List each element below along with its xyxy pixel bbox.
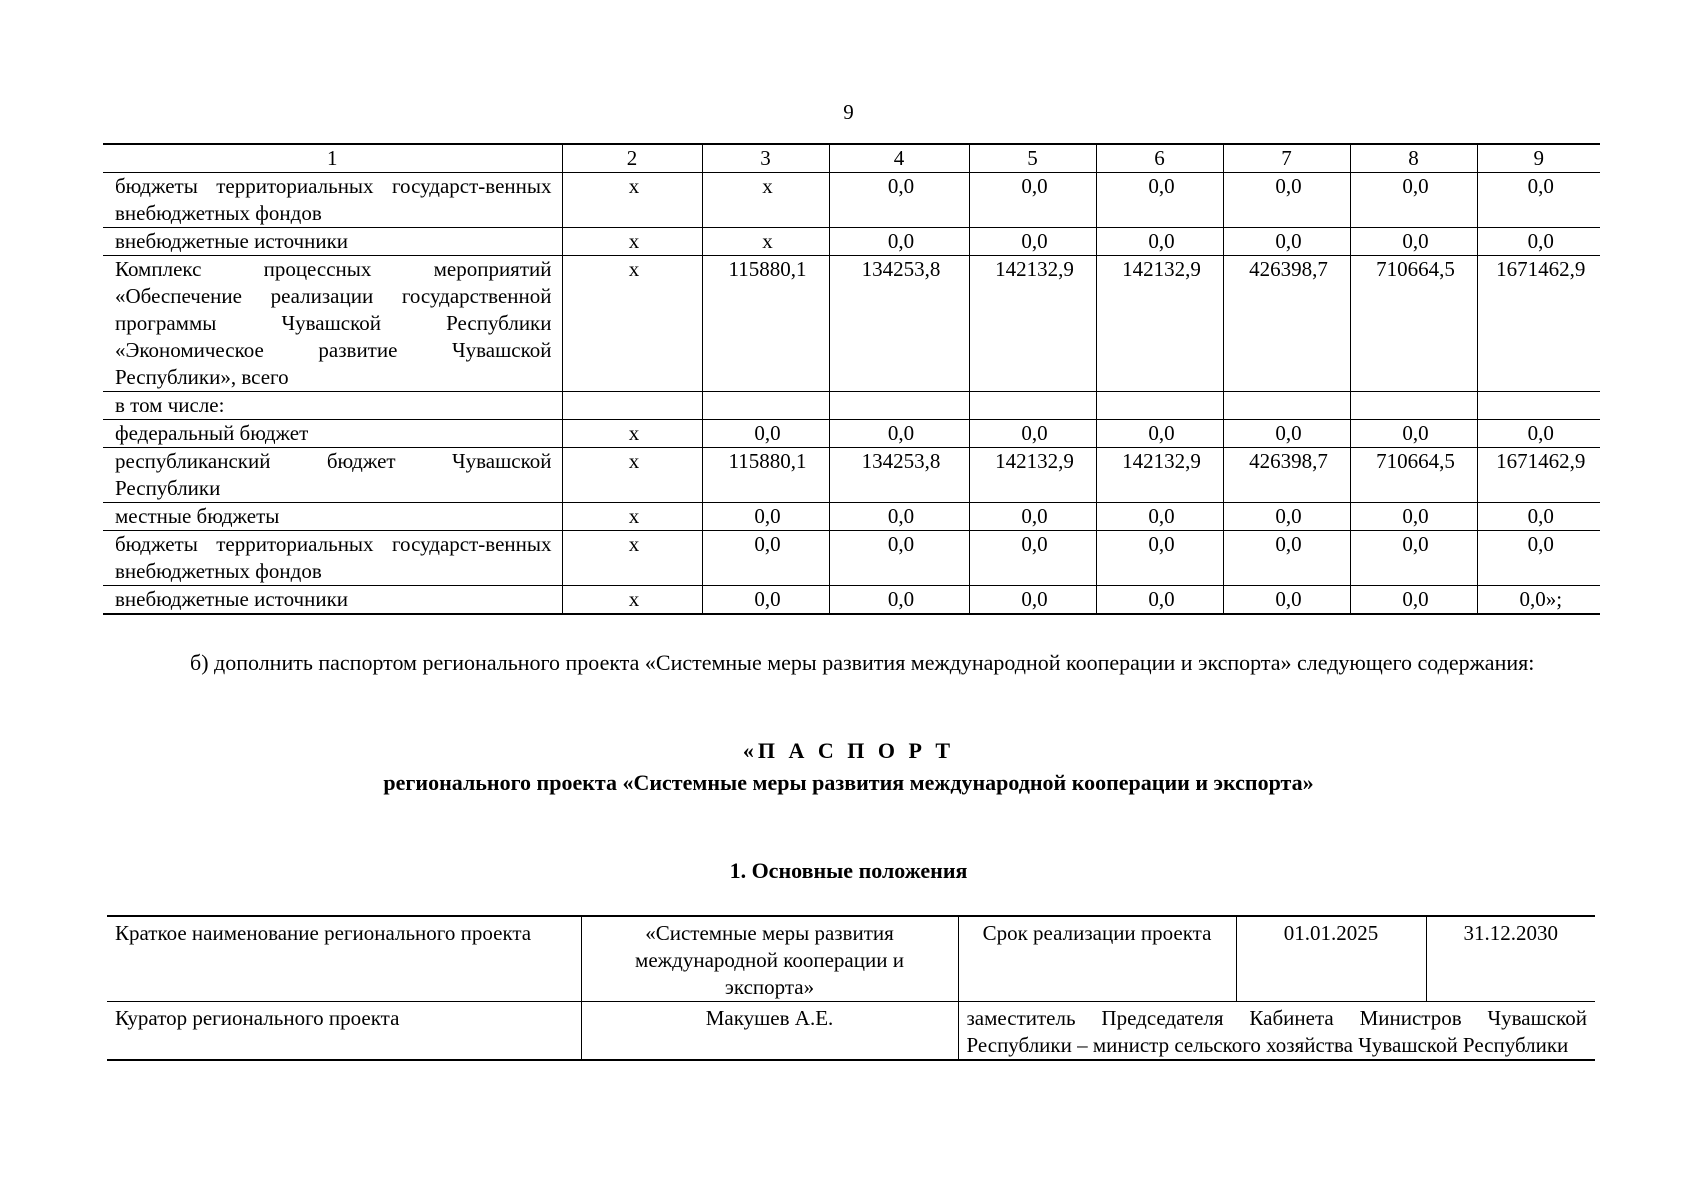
table-cell: 0,0 [1477, 173, 1600, 228]
column-header: 6 [1096, 144, 1223, 173]
passport-title: «П А С П О Р Т [742, 738, 955, 763]
table-cell: 0,0 [1223, 503, 1350, 531]
table-cell: 0,0 [829, 503, 969, 531]
table-cell: 0,0 [1350, 173, 1477, 228]
table-row [107, 916, 1595, 1002]
table-cell: 0,0 [1350, 420, 1477, 448]
table-cell: x [562, 420, 702, 448]
row-label: внебюджетные источники [103, 228, 562, 256]
column-header: 5 [969, 144, 1096, 173]
row-label: в том числе: [103, 392, 562, 420]
table-cell: x [562, 586, 702, 615]
table-cell: 0,0 [1350, 586, 1477, 615]
page-number: 9 [843, 100, 854, 124]
table-cell: 0,0 [1350, 503, 1477, 531]
table-cell: 710664,5 [1350, 448, 1477, 503]
table-row [107, 1002, 1595, 1061]
table-cell: 0,0 [969, 531, 1096, 586]
amendment-paragraph: б) дополнить паспортом регионального проекта «Системные меры развития международной кооперации и экспорта» следующего содержания: [190, 650, 1535, 675]
table-row [103, 420, 1600, 448]
table-cell: 0,0 [1096, 173, 1223, 228]
table-cell: 0,0 [829, 531, 969, 586]
table-cell: 426398,7 [1223, 448, 1350, 503]
table-cell: 1671462,9 [1477, 448, 1600, 503]
row-label: бюджеты территориальных государст-венных внебюджетных фондов [103, 531, 562, 586]
table-cell: 710664,5 [1350, 256, 1477, 392]
table-cell: x [562, 173, 702, 228]
table-cell: 0,0 [829, 173, 969, 228]
table-cell: 134253,8 [829, 256, 969, 392]
table-cell [969, 392, 1096, 420]
term-start: 01.01.2025 [1236, 916, 1426, 1002]
table-cell: x [702, 173, 829, 228]
table-cell: x [562, 256, 702, 392]
table-cell [702, 392, 829, 420]
column-header: 8 [1350, 144, 1477, 173]
table-cell: 0,0 [702, 503, 829, 531]
table-cell: 0,0 [1096, 531, 1223, 586]
table-cell: 0,0 [969, 420, 1096, 448]
row-label: местные бюджеты [103, 503, 562, 531]
table-cell: 142132,9 [1096, 448, 1223, 503]
table-cell: 0,0 [1223, 586, 1350, 615]
column-header: 2 [562, 144, 702, 173]
table-cell: 0,0 [1223, 420, 1350, 448]
table-cell: 142132,9 [1096, 256, 1223, 392]
table-cell [1096, 392, 1223, 420]
table-cell: 0,0 [1477, 503, 1600, 531]
column-header: 4 [829, 144, 969, 173]
finance-table [103, 143, 1600, 615]
table-cell: 115880,1 [702, 256, 829, 392]
passport-table [107, 915, 1595, 1061]
table-cell: 0,0 [1223, 531, 1350, 586]
curator-position: заместитель Председателя Кабинета Министров Чувашской Республики – министр сельского хозяйства Чувашской Республики [958, 1002, 1595, 1061]
table-cell: x [562, 503, 702, 531]
column-header: 9 [1477, 144, 1600, 173]
curator-name: Макушев А.Е. [581, 1002, 958, 1061]
section-title: 1. Основные положения [729, 858, 968, 883]
table-cell: 115880,1 [702, 448, 829, 503]
table-row [103, 531, 1600, 586]
row-label: федеральный бюджет [103, 420, 562, 448]
row-label: республиканский бюджет Чувашской Республики [103, 448, 562, 503]
table-cell: 0,0»; [1477, 586, 1600, 615]
table-cell: 0,0 [702, 586, 829, 615]
table-cell: 0,0 [702, 420, 829, 448]
table-cell: 0,0 [829, 420, 969, 448]
table-cell: 0,0 [1096, 420, 1223, 448]
column-header: 3 [702, 144, 829, 173]
table-cell [829, 392, 969, 420]
table-cell: x [562, 531, 702, 586]
column-header: 7 [1223, 144, 1350, 173]
table-cell: 0,0 [1096, 586, 1223, 615]
table-cell: x [562, 448, 702, 503]
table-cell: 0,0 [969, 503, 1096, 531]
curator-label: Куратор регионального проекта [107, 1002, 581, 1061]
table-cell: 0,0 [1223, 173, 1350, 228]
table-cell: 0,0 [1477, 531, 1600, 586]
table-cell: 0,0 [1477, 420, 1600, 448]
table-cell: 134253,8 [829, 448, 969, 503]
table-cell: 0,0 [1096, 228, 1223, 256]
table-cell: 0,0 [702, 531, 829, 586]
table-cell: 0,0 [969, 586, 1096, 615]
table-row [103, 448, 1600, 503]
table-cell [1223, 392, 1350, 420]
table-row [103, 173, 1600, 228]
passport-subtitle: регионального проекта «Системные меры развития международной кооперации и экспорта» [383, 770, 1314, 795]
table-cell: 0,0 [969, 228, 1096, 256]
table-header-row [103, 144, 1600, 173]
table-cell: 1671462,9 [1477, 256, 1600, 392]
table-cell [562, 392, 702, 420]
table-cell: 0,0 [1350, 228, 1477, 256]
table-cell: 142132,9 [969, 256, 1096, 392]
table-cell: 426398,7 [1223, 256, 1350, 392]
term-label: Срок реализации проекта [958, 916, 1236, 1002]
table-cell [1477, 392, 1600, 420]
table-cell: 0,0 [1223, 228, 1350, 256]
table-row [103, 392, 1600, 420]
table-row [103, 586, 1600, 615]
table-cell: 0,0 [829, 228, 969, 256]
table-cell: 0,0 [1477, 228, 1600, 256]
table-cell: 142132,9 [969, 448, 1096, 503]
column-header: 1 [103, 144, 562, 173]
project-name-label: Краткое наименование регионального проекта [107, 916, 581, 1002]
row-label: внебюджетные источники [103, 586, 562, 615]
table-cell [1350, 392, 1477, 420]
row-label: бюджеты территориальных государст-венных внебюджетных фондов [103, 173, 562, 228]
table-row [103, 503, 1600, 531]
table-cell: 0,0 [969, 173, 1096, 228]
table-cell: 0,0 [829, 586, 969, 615]
table-cell: x [562, 228, 702, 256]
row-label: Комплекс процессных мероприятий «Обеспечение реализации государственной программы Чувашской Республики «Экономическое развитие Чувашской Республики», всего [103, 256, 562, 392]
project-name-value: «Системные меры развития международной кооперации и экспорта» [581, 916, 958, 1002]
table-row [103, 256, 1600, 392]
term-end: 31.12.2030 [1426, 916, 1595, 1002]
table-cell: x [702, 228, 829, 256]
table-cell: 0,0 [1350, 531, 1477, 586]
table-row [103, 228, 1600, 256]
table-cell: 0,0 [1096, 503, 1223, 531]
